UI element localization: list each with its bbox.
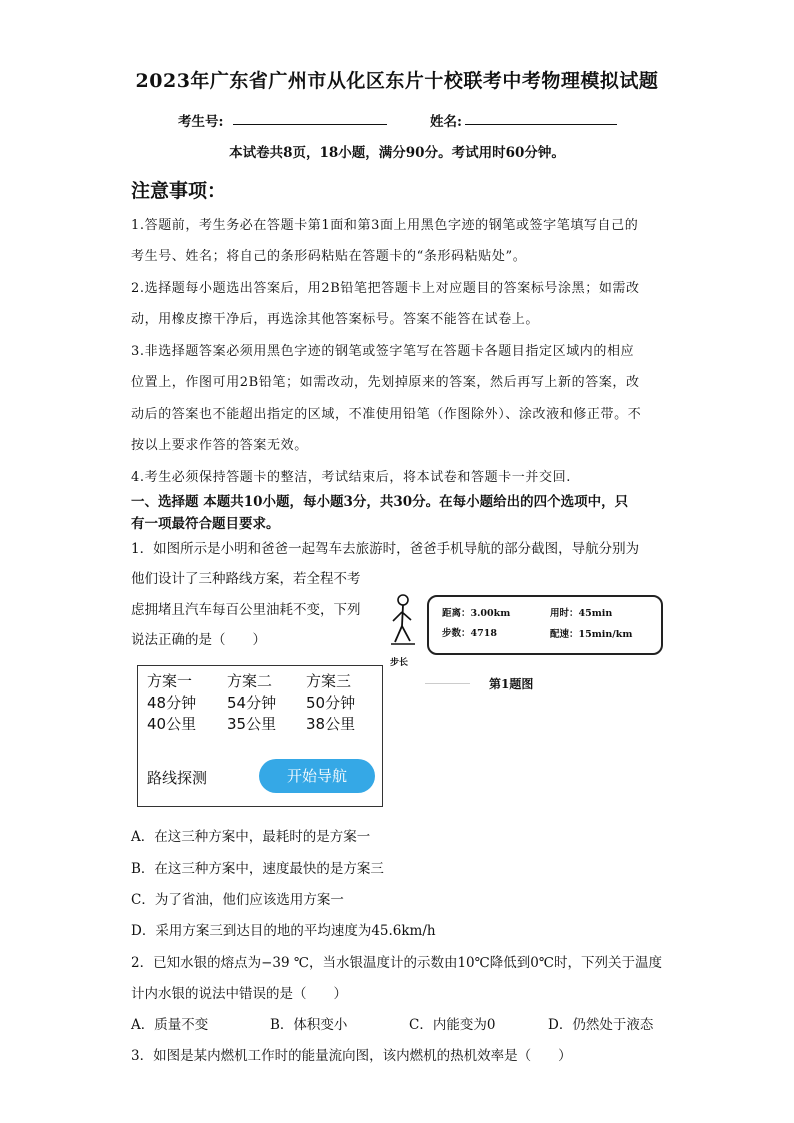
time-label: 用时：45min [550,608,613,619]
page-title: 2023年广东省广州市从化区东片十校联考中考物理模拟试题 [135,70,659,92]
fitness-panel [427,595,663,655]
q1-stem: 说法正确的是（ ） [131,632,266,648]
name-field [465,110,617,125]
q2-option-d: D．仍然处于液态 [548,1017,654,1033]
q1-stem: 虑拥堵且汽车每百公里油耗不变，下列 [131,602,361,618]
plan-time: 54分钟 [227,694,277,712]
notice-line: 1.答题前，考生务必在答题卡第1面和第3面上用黑色字迹的钢笔或签字笔填写自己的 [131,218,639,233]
section-heading: 一、选择题 本题共10小题，每小题3分，共30分。在每小题给出的四个选项中，只 [131,494,629,510]
notice-heading: 注意事项： [131,180,227,202]
q2-option-c: C．内能变为0 [409,1017,496,1033]
q2-option-a: A．质量不变 [131,1017,209,1033]
steps-label: 步数：4718 [442,628,497,639]
distance-label: 距离：3.00km [442,608,511,619]
plan-name: 方案三 [306,672,352,690]
q2-option-b: B．体积变小 [270,1017,348,1033]
walking-person-icon [388,592,418,654]
q1-option-a: A．在这三种方案中，最耗时的是方案一 [131,829,371,845]
plan-name: 方案二 [227,672,273,690]
notice-line: 考生号、姓名；将自己的条形码粘贴在答题卡的“条形码粘贴处”。 [131,249,527,264]
step-length-label: 步长 [390,658,409,668]
navigation-screenshot [137,665,383,807]
start-navigation-button[interactable]: 开始导航 [259,759,375,793]
q2-stem: 计内水银的说法中错误的是（ ） [131,986,347,1002]
plan-distance: 40公里 [147,715,197,733]
q1-stem: 1．如图所示是小明和爸爸一起驾车去旅游时，爸爸手机导航的部分截图，导航分别为 [131,541,640,557]
section-heading-cont: 有一项最符合题目要求。 [131,516,280,532]
pace-label: 配速：15min/km [550,629,633,640]
q1-stem: 他们设计了三种路线方案，若全程不考 [131,571,361,587]
plan-distance: 35公里 [227,715,277,733]
notice-line: 按以上要求作答的答案无效。 [131,438,308,453]
plan-time: 48分钟 [147,694,197,712]
q1-option-d: D．采用方案三到达目的地的平均速度为45.6km/h [131,923,436,939]
notice-line: 2.选择题每小题选出答案后，用2B铅笔把答题卡上对应题目的答案标号涂黑；如需改 [131,281,640,296]
notice-line: 动后的答案也不能超出指定的区域，不准使用铅笔（作图除外）、涂改液和修正带。不 [131,407,642,422]
figure-caption: 第1题图 [489,677,534,691]
plan-distance: 38公里 [306,715,356,733]
q3-stem: 3．如图是某内燃机工作时的能量流向图，该内燃机的热机效率是（ ） [131,1048,572,1064]
route-detect-label: 路线探测 [147,769,208,787]
exam-number-field [233,110,387,125]
notice-line: 3.非选择题答案必须用黑色字迹的钢笔或签字笔写在答题卡各题目指定区域内的相应 [131,344,635,359]
q1-option-c: C．为了省油，他们应该选用方案一 [131,892,344,908]
exam-number-label: 考生号: [178,114,224,130]
plan-time: 50分钟 [306,694,356,712]
name-label: 姓名: [430,114,462,130]
q1-option-b: B．在这三种方案中，速度最快的是方案三 [131,861,384,877]
plan-name: 方案一 [147,672,193,690]
q2-stem: 2．已知水银的熔点为−39 ℃，当水银温度计的示数由10℃降低到0℃时，下列关于温度 [131,955,662,971]
notice-line: 动，用橡皮擦干净后，再选涂其他答案标号。答案不能答在试卷上。 [131,312,540,327]
notice-line: 位置上，作图可用2B铅笔；如需改动，先划掉原来的答案，然后再写上新的答案，改 [131,375,640,390]
exam-info: 本试卷共8页，18小题，满分90分。考试用时60分钟。 [229,145,565,161]
notice-line: 4.考生必须保持答题卡的整洁，考试结束后，将本试卷和答题卡一并交回. [131,470,571,485]
divider [425,683,470,684]
